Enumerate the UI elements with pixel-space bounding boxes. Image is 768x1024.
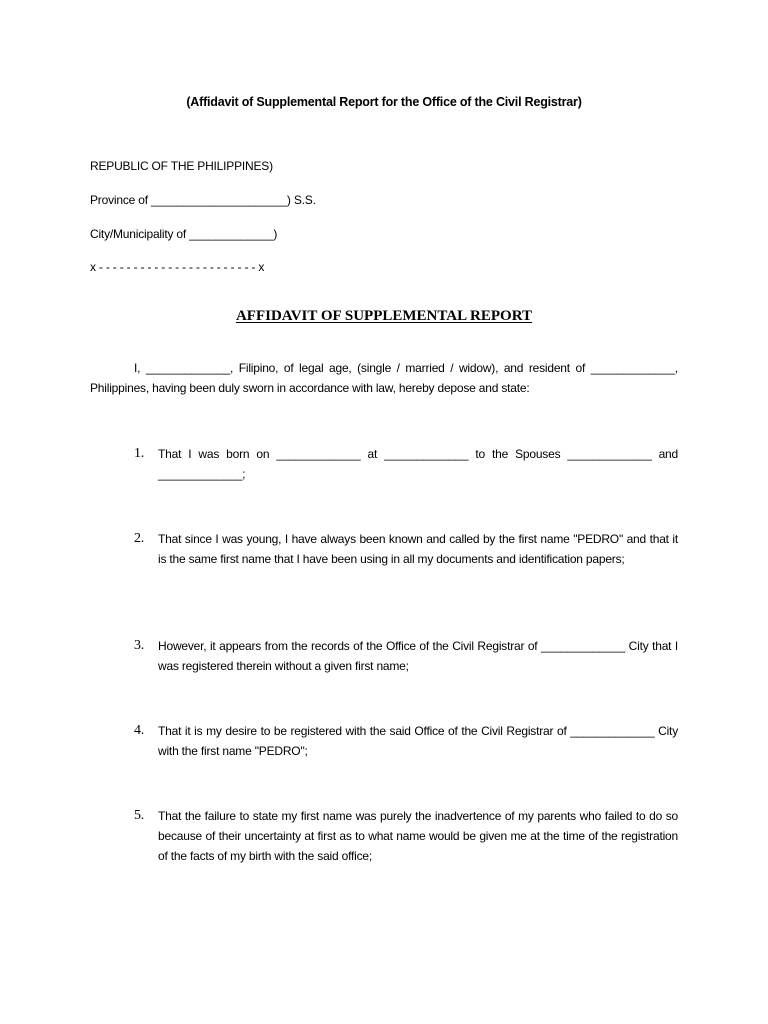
list-item-text: That I was born on _____________ at _____________ to the Spouses _____________ and _____________; [158,447,678,481]
venue-city: City/Municipality of _____________) [90,227,278,241]
venue-province: Province of _____________________) S.S. [90,193,316,207]
intro-paragraph [90,358,678,398]
list-item-text: That it is my desire to be registered with the said Office of the Civil Registrar of _____________ City with the first name "PEDRO"; [158,724,678,758]
venue-republic: REPUBLIC OF THE PHILIPPINES) [90,159,273,173]
list-item-number: 1. [134,446,145,461]
intro-text: I, _____________, Filipino, of legal age, (single / married / widow), and resident of _____________, Philippines, having been duly sworn in accordance with law, hereby depose and state: [90,361,678,395]
list-item-text: That since I was young, I have always been known and called by the first name "PEDRO" and that it is the same first name that I have been using in all my documents and identification papers; [158,532,678,566]
venue-separator: x - - - - - - - - - - - - - - - - - - - - - - - x [90,260,265,274]
list-item-text: That the failure to state my first name was purely the inadvertence of my parents who failed to do so because of their uncertainty at first as to what name would be given me at the time of the registration of the facts of my birth with the said office; [158,809,678,863]
document-subtitle: (Affidavit of Supplemental Report for the Office of the Civil Registrar) [186,95,582,109]
document-title: AFFIDAVIT OF SUPPLEMENTAL REPORT [235,308,533,324]
list-item-number: 5. [134,808,145,823]
list-item-text: However, it appears from the records of the Office of the Civil Registrar of _____________ City that I was registered therein without a given first name; [158,639,678,673]
list-item-number: 2. [134,531,145,546]
list-item-number: 4. [134,723,145,738]
list-item-number: 3. [134,638,145,653]
